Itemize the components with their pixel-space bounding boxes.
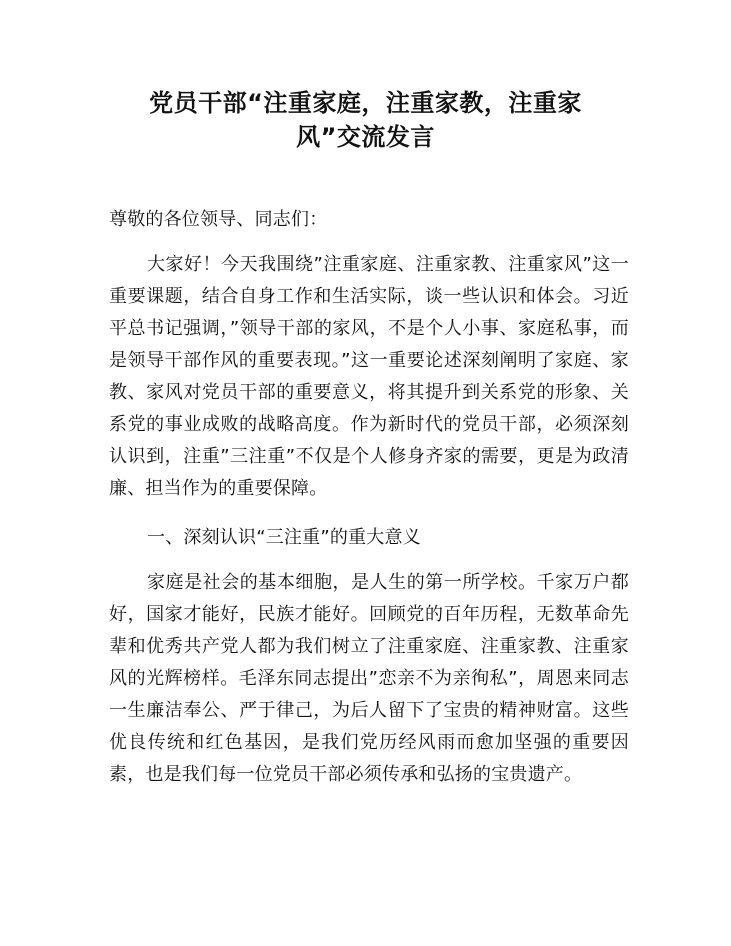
paragraph-significance: 家庭是社会的基本细胞，是人生的第一所学校。千家万户都好，国家才能好，民族才能好。回顾党的百年历程，无数革命先辈和优秀共产党人都为我们树立了注重家庭、注重家教、注重家风的光辉榜样。毛泽东同志提出”恋亲不为亲徇私”，周恩来同志一生廉洁奉公、严于律己，为后人留下了宝贵的精神财富。这些优良传统和红色基因，是我们党历经风雨而愈加坚强的重要因素，也是我们每一位党员干部必须传承和弘扬的宝贵遗产。 [109, 572, 629, 785]
paragraph-intro: 大家好！今天我围绕”注重家庭、注重家教、注重家风”这一重要课题，结合自身工作和生活实际，谈一些认识和体会。习近平总书记强调，”领导干部的家风，不是个人小事、家庭私事，而是领导干部作风的重要表现。”这一重要论述深刻阐明了家庭、家教、家风对党员干部的重要意义，将其提升到关系党的形象、关系党的事业成败的战略高度。作为新时代的党员干部，必须深刻认识到，注重”三注重”不仅是个人修身齐家的需要，更是为政清廉、担当作为的重要保障。 [109, 254, 629, 499]
salutation: 尊敬的各位领导、同志们： [109, 209, 328, 230]
section-heading-1: 一、深刻认识“三注重”的重大意义 [147, 527, 421, 548]
document-title: 党员干部“注重家庭，注重家教，注重家 风”交流发言 [149, 89, 582, 151]
